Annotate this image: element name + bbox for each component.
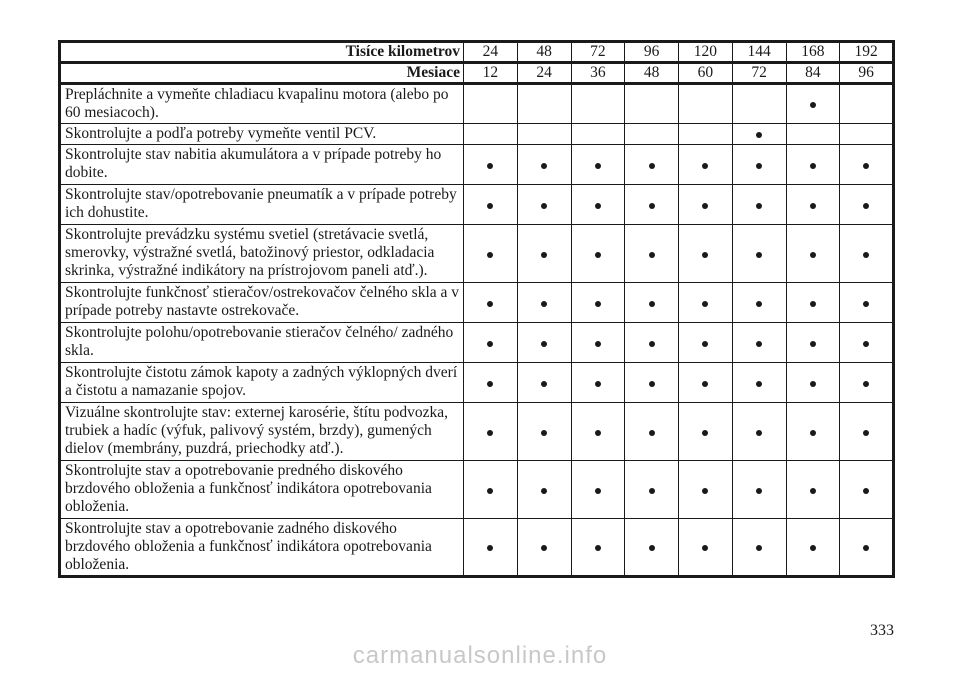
bullet-icon [756,163,762,169]
interval-cell [517,403,571,461]
interval-cell [786,403,840,461]
interval-cell [517,323,571,363]
interval-cell [625,84,679,124]
interval-cell [625,323,679,363]
interval-cell [625,519,679,577]
task-description: Skontrolujte stav a opotrebovanie zadného diskového brzdového obloženia a funkčnosť indikátora opotrebovania obloženia. [60,519,464,577]
months-value: 24 [517,63,571,84]
bullet-icon [595,301,601,307]
bullet-icon [810,381,816,387]
bullet-icon [702,381,708,387]
interval-cell [679,461,733,519]
bullet-icon [702,163,708,169]
kilometers-value: 72 [571,42,625,63]
interval-cell [464,225,518,283]
bullet-icon [649,163,655,169]
interval-cell [464,145,518,185]
interval-cell [679,519,733,577]
bullet-icon [863,381,869,387]
kilometers-value: 192 [840,42,894,63]
bullet-icon [595,430,601,436]
interval-cell [679,403,733,461]
interval-cell [679,283,733,323]
schedule-row [60,363,894,403]
interval-cell [517,84,571,124]
task-description: Skontrolujte prevádzku systému svetiel (stretávacie svetlá, smerovky, výstražné svetlá, batožinový priestor, odkladacia skrinka, výstražné indikátory na prístrojovom paneli atď.). [60,225,464,283]
maintenance-schedule-body [60,42,894,577]
bullet-icon [541,430,547,436]
interval-cell [786,124,840,145]
header-row-kilometers [60,42,894,63]
interval-cell [732,225,786,283]
interval-cell [464,519,518,577]
interval-cell [571,461,625,519]
bullet-icon [487,430,493,436]
bullet-icon [595,252,601,258]
interval-cell [840,225,894,283]
months-value: 96 [840,63,894,84]
bullet-icon [810,252,816,258]
bullet-icon [702,203,708,209]
interval-cell [679,323,733,363]
interval-cell [464,185,518,225]
interval-cell [786,185,840,225]
interval-cell [732,519,786,577]
interval-cell [840,145,894,185]
schedule-row [60,185,894,225]
months-value: 72 [732,63,786,84]
interval-cell [786,323,840,363]
interval-cell [625,124,679,145]
interval-cell [571,403,625,461]
watermark: carmanualsonline.info [352,642,608,669]
schedule-row [60,461,894,519]
bullet-icon [863,203,869,209]
bullet-icon [863,488,869,494]
interval-cell [679,84,733,124]
interval-cell [571,519,625,577]
interval-cell [786,461,840,519]
interval-cell [571,145,625,185]
bullet-icon [541,341,547,347]
schedule-row [60,283,894,323]
task-description: Skontrolujte stav a opotrebovanie predného diskového brzdového obloženia a funkčnosť indikátora opotrebovania obloženia. [60,461,464,519]
bullet-icon [756,430,762,436]
bullet-icon [541,203,547,209]
interval-cell [786,363,840,403]
task-description: Skontrolujte stav nabitia akumulátora a v prípade potreby ho dobite. [60,145,464,185]
interval-cell [571,124,625,145]
months-header-label: Mesiace [60,63,464,84]
bullet-icon [756,301,762,307]
kilometers-value: 144 [732,42,786,63]
bullet-icon [595,203,601,209]
kilometers-value: 96 [625,42,679,63]
interval-cell [732,185,786,225]
interval-cell [464,403,518,461]
interval-cell [732,363,786,403]
bullet-icon [810,430,816,436]
bullet-icon [487,163,493,169]
interval-cell [464,124,518,145]
interval-cell [840,84,894,124]
bullet-icon [649,203,655,209]
bullet-icon [756,381,762,387]
bullet-icon [863,430,869,436]
interval-cell [517,225,571,283]
months-value: 84 [786,63,840,84]
interval-cell [464,323,518,363]
bullet-icon [541,381,547,387]
bullet-icon [649,252,655,258]
bullet-icon [541,163,547,169]
bullet-icon [541,545,547,551]
months-value: 36 [571,63,625,84]
bullet-icon [487,301,493,307]
interval-cell [786,283,840,323]
schedule-row [60,519,894,577]
page-number: 333 [870,622,894,639]
task-description: Vizuálne skontrolujte stav: externej karosérie, štítu podvozka, trubiek a hadíc (výfuk, palivový systém, brzdy), gumených dielov (membrány, puzdrá, priechodky atď.). [60,403,464,461]
interval-cell [786,225,840,283]
bullet-icon [756,341,762,347]
bullet-icon [863,341,869,347]
kilometers-value: 168 [786,42,840,63]
bullet-icon [487,203,493,209]
interval-cell [732,283,786,323]
bullet-icon [649,301,655,307]
interval-cell [517,283,571,323]
months-value: 60 [679,63,733,84]
bullet-icon [702,252,708,258]
interval-cell [517,124,571,145]
months-value: 12 [464,63,518,84]
bullet-icon [702,488,708,494]
bullet-icon [756,203,762,209]
bullet-icon [649,545,655,551]
bullet-icon [810,545,816,551]
schedule-row [60,124,894,145]
bullet-icon [810,203,816,209]
schedule-row [60,403,894,461]
interval-cell [679,124,733,145]
task-description: Skontrolujte čistotu zámok kapoty a zadných výklopných dverí a čistotu a namazanie spojov. [60,363,464,403]
bullet-icon [756,252,762,258]
interval-cell [732,403,786,461]
task-description: Skontrolujte polohu/opotrebovanie stieračov čelného/ zadného skla. [60,323,464,363]
bullet-icon [756,132,762,138]
bullet-icon [595,341,601,347]
bullet-icon [810,102,816,108]
bullet-icon [863,545,869,551]
bullet-icon [649,381,655,387]
interval-cell [625,225,679,283]
interval-cell [517,519,571,577]
bullet-icon [756,488,762,494]
bullet-icon [595,545,601,551]
bullet-icon [541,301,547,307]
interval-cell [625,403,679,461]
interval-cell [840,403,894,461]
bullet-icon [541,252,547,258]
interval-cell [679,145,733,185]
bullet-icon [595,163,601,169]
interval-cell [571,323,625,363]
kilometers-value: 48 [517,42,571,63]
interval-cell [840,124,894,145]
bullet-icon [863,163,869,169]
interval-cell [571,84,625,124]
interval-cell [679,225,733,283]
bullet-icon [702,301,708,307]
interval-cell [786,519,840,577]
schedule-row [60,145,894,185]
bullet-icon [487,341,493,347]
bullet-icon [756,545,762,551]
interval-cell [840,323,894,363]
interval-cell [679,363,733,403]
interval-cell [517,145,571,185]
bullet-icon [863,252,869,258]
months-value: 48 [625,63,679,84]
bullet-icon [487,381,493,387]
task-description: Skontrolujte stav/opotrebovanie pneumatík a v prípade potreby ich dohustite. [60,185,464,225]
schedule-row [60,84,894,124]
bullet-icon [810,488,816,494]
interval-cell [625,185,679,225]
interval-cell [517,461,571,519]
interval-cell [464,461,518,519]
bullet-icon [595,488,601,494]
interval-cell [786,145,840,185]
bullet-icon [702,545,708,551]
interval-cell [840,461,894,519]
interval-cell [732,145,786,185]
bullet-icon [810,341,816,347]
interval-cell [625,363,679,403]
kilometers-value: 24 [464,42,518,63]
interval-cell [732,84,786,124]
interval-cell [464,84,518,124]
interval-cell [732,124,786,145]
bullet-icon [649,430,655,436]
task-description: Skontrolujte funkčnosť stieračov/ostrekovačov čelného skla a v prípade potreby nastavte ostrekovače. [60,283,464,323]
interval-cell [571,283,625,323]
header-row-months [60,63,894,84]
interval-cell [840,185,894,225]
interval-cell [625,145,679,185]
interval-cell [571,225,625,283]
bullet-icon [487,488,493,494]
interval-cell [571,363,625,403]
bullet-icon [863,301,869,307]
interval-cell [625,283,679,323]
interval-cell [571,185,625,225]
task-description: Skontrolujte a podľa potreby vymeňte ventil PCV. [60,124,464,145]
interval-cell [679,185,733,225]
bullet-icon [541,488,547,494]
bullet-icon [487,252,493,258]
interval-cell [732,461,786,519]
bullet-icon [487,545,493,551]
kilometers-header-label: Tisíce kilometrov [60,42,464,63]
interval-cell [840,283,894,323]
bullet-icon [649,341,655,347]
interval-cell [840,363,894,403]
interval-cell [840,519,894,577]
bullet-icon [649,488,655,494]
bullet-icon [810,163,816,169]
interval-cell [625,461,679,519]
bullet-icon [702,341,708,347]
bullet-icon [595,381,601,387]
interval-cell [464,363,518,403]
bullet-icon [810,301,816,307]
interval-cell [517,185,571,225]
bullet-icon [702,430,708,436]
schedule-row [60,323,894,363]
interval-cell [786,84,840,124]
interval-cell [517,363,571,403]
kilometers-value: 120 [679,42,733,63]
interval-cell [464,283,518,323]
task-description: Prepláchnite a vymeňte chladiacu kvapalinu motora (alebo po 60 mesiacoch). [60,84,464,124]
schedule-row [60,225,894,283]
maintenance-schedule-table [58,40,895,578]
interval-cell [732,323,786,363]
